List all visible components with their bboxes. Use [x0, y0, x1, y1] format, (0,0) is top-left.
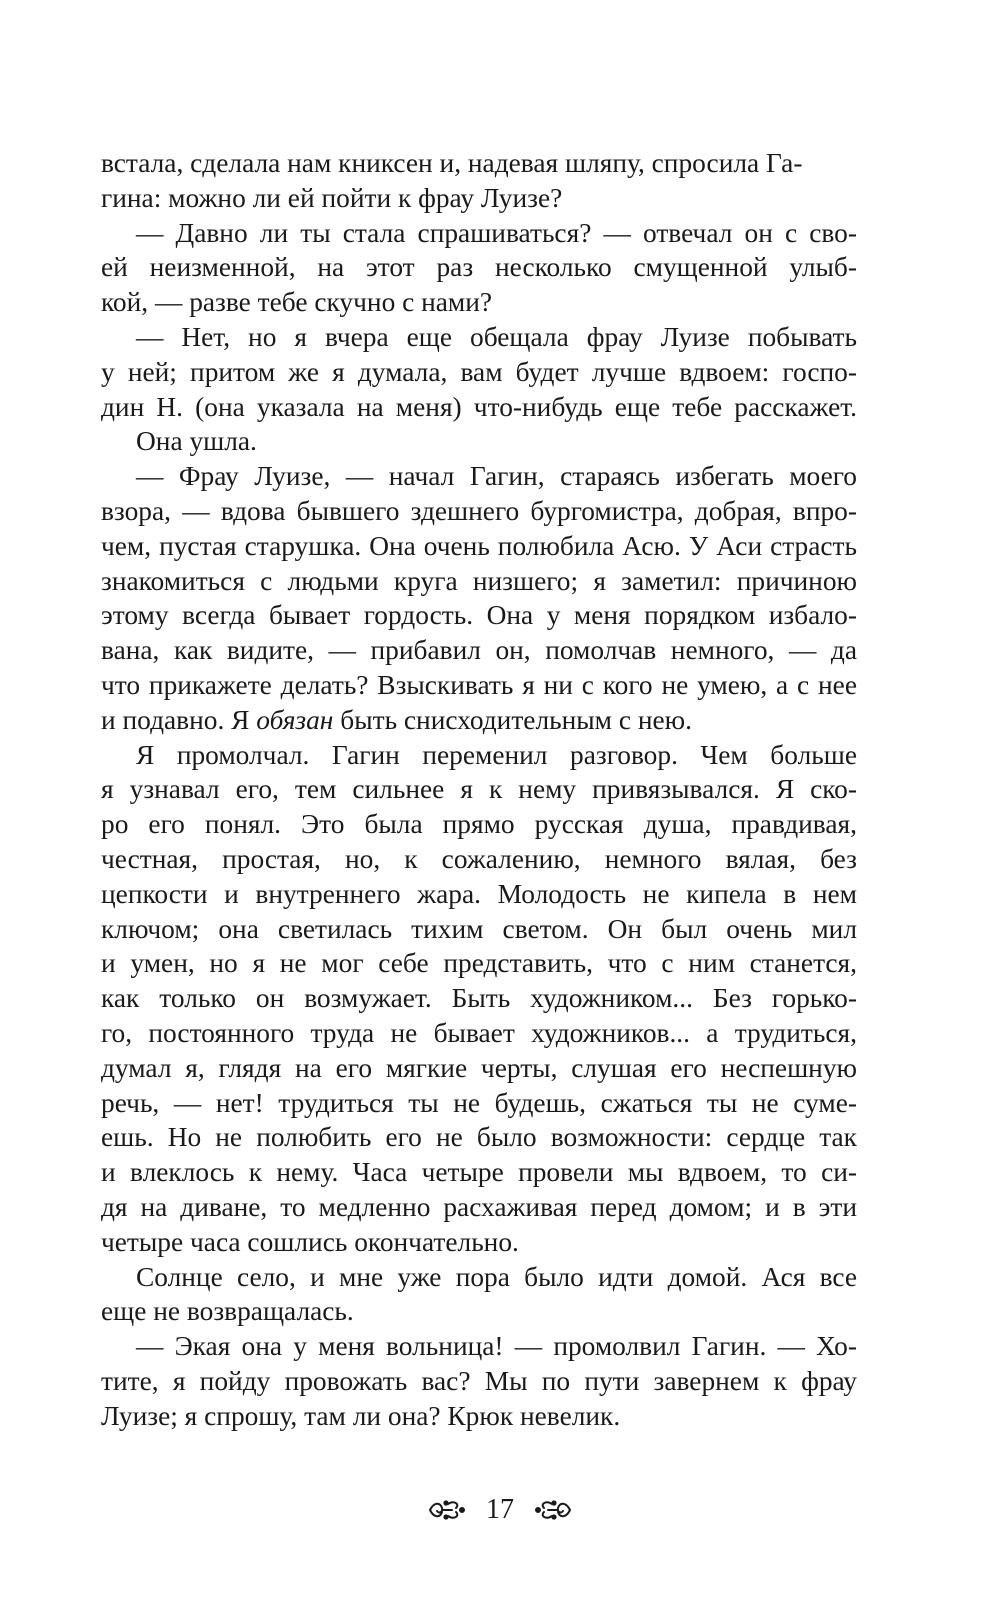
body-text	[101, 146, 857, 1433]
text-line: Она ушла.	[136, 426, 257, 457]
text-line: ей неизменной, на этот раз несколько смущенной улыб-	[101, 252, 857, 283]
text-line: встала, сделала нам книксен и, надевая шляпу, спросила Га-	[101, 148, 803, 178]
text-line: кой, — разве тебе скучно с нами?	[101, 287, 493, 318]
text-line: — Фрау Луизе, — начал Гагин, стараясь избегать моего	[136, 461, 857, 492]
text-line: — Давно ли ты стала спрашиваться? — отвечал он с сво-	[136, 217, 857, 248]
text-line: ешь. Но не полюбить его не было возможности: сердце так	[101, 1122, 857, 1153]
text-line: ро его понял. Это была прямо русская душа, правдивая,	[101, 809, 857, 840]
text-line: вана, как видите, — прибавил он, помолчав немного, — да	[101, 635, 857, 666]
text-line: честная, простая, но, к сожалению, немного вялая, без	[101, 843, 857, 874]
text-line: и умен, но я не мог себе представить, что с ним станется,	[101, 948, 857, 979]
text-line: этому всегда бывает гордость. Она у меня порядком избало-	[101, 600, 857, 631]
text-line: ключом; она светилась тихим светом. Он был очень мил	[101, 913, 857, 944]
text-line: я узнавал его, тем сильнее я к нему привязывался. Я ско-	[101, 774, 857, 805]
text-line: как только он возмужает. Быть художником... Без горько-	[101, 983, 857, 1014]
text-line: знакомиться с людьми круга низшего; я заметил: причиною	[101, 565, 857, 596]
fleuron-ornament-icon	[426, 1498, 466, 1522]
text-line: еще не возвращалась.	[101, 1296, 354, 1327]
page-footer	[0, 1490, 1000, 1530]
text-line: цепкости и внутреннего жара. Молодость не кипела в нем	[101, 878, 857, 909]
italic-word: обязан	[256, 704, 334, 735]
text-line: речь, — нет! трудиться ты не будешь, сжаться ты не суме-	[101, 1087, 857, 1118]
text-fragment: и подавно. Я	[101, 704, 257, 735]
text-fragment: быть снисходительным с нею.	[333, 704, 692, 735]
text-line: что прикажете делать? Взыскивать я ни с кого не умею, а с нее	[101, 669, 857, 700]
text-line: Луизе; я спрошу, там ли она? Крюк невелик.	[101, 1400, 621, 1431]
text-line: четыре часа сошлись окончательно.	[101, 1226, 519, 1257]
text-line: дя на диване, то медленно расхаживая перед домом; и в эти	[101, 1191, 857, 1222]
text-line: го, постоянного труда не бывает художников... а трудиться,	[101, 1017, 857, 1048]
text-line: и влеклось к нему. Часа четыре провели мы вдвоем, то си-	[101, 1157, 857, 1188]
text-line: взора, — вдова бывшего здешнего бургомистра, добрая, впро-	[101, 495, 857, 526]
text-line: думал я, глядя на его мягкие черты, слушая его неспешную	[101, 1052, 857, 1083]
text-line: тите, я пойду провожать вас? Мы по пути завернем к фрау	[101, 1365, 857, 1396]
text-line: гина: можно ли ей пойти к фрау Луизе?	[101, 182, 563, 213]
text-line: Солнце село, и мне уже пора было идти домой. Ася все	[136, 1261, 857, 1292]
text-line: — Нет, но я вчера еще обещала фрау Луизе побывать	[136, 321, 857, 352]
text-line: Я промолчал. Гагин переменил разговор. Чем больше	[136, 739, 857, 770]
text-line: дин Н. (она указала на меня) что-нибудь еще тебе расскажет.	[101, 391, 857, 422]
text-line: чем, пустая старушка. Она очень полюбила Асю. У Аси страсть	[101, 530, 857, 561]
text-line: у ней; притом же я думала, вам будет лучше вдвоем: госпо-	[101, 356, 857, 387]
page-number: 17	[486, 1494, 514, 1525]
text-line: — Экая она у меня вольница! — промолвил Гагин. — Хо-	[136, 1331, 857, 1362]
text-line-with-italic	[101, 703, 857, 738]
fleuron-ornament-icon	[534, 1498, 574, 1522]
